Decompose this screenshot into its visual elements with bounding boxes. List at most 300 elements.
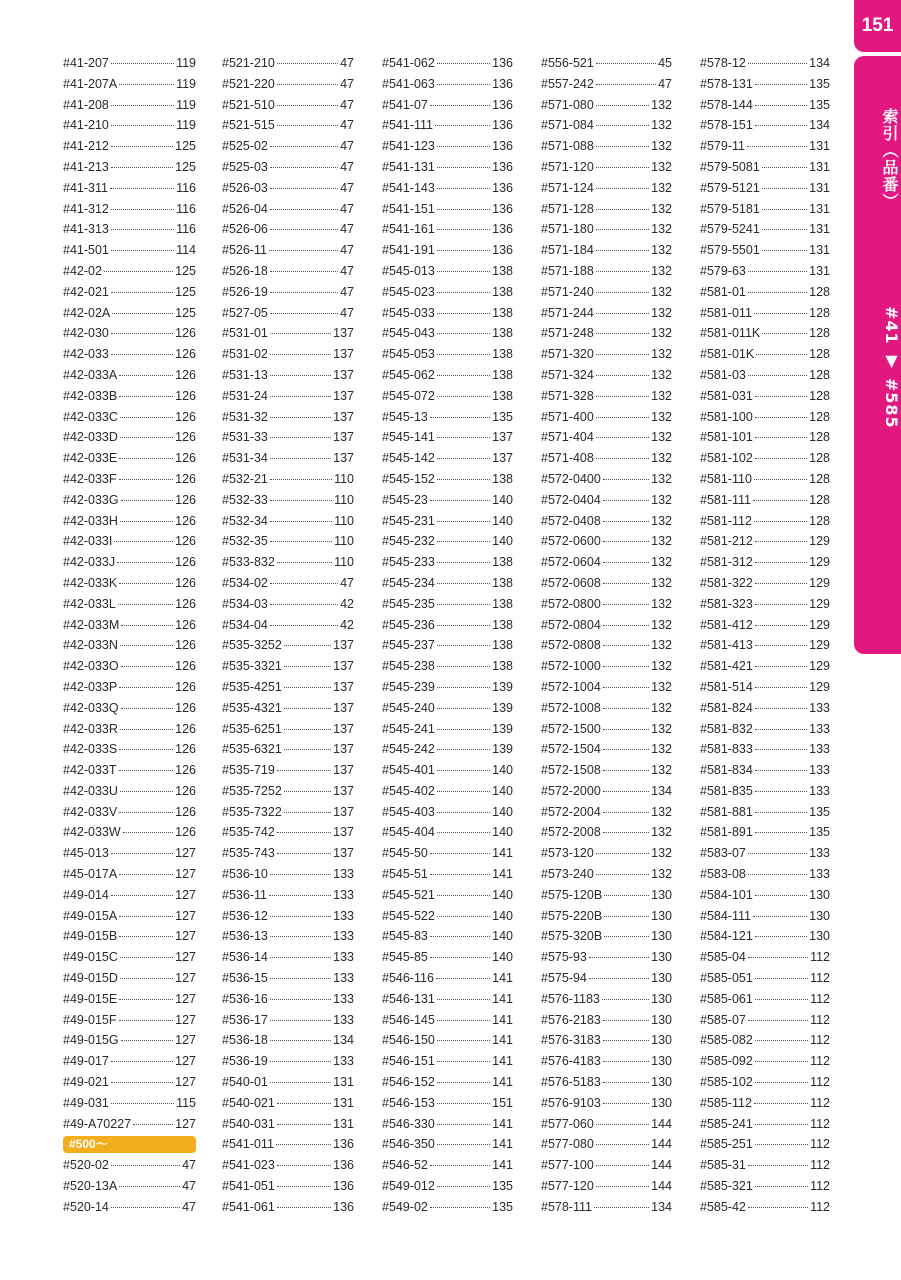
item-code: #545-51	[382, 867, 428, 882]
page-reference: 130	[651, 1095, 672, 1110]
page-reference: 129	[809, 555, 830, 570]
page-reference: 47	[340, 97, 354, 112]
page-reference: 134	[809, 118, 830, 133]
dot-leader	[755, 1082, 808, 1083]
item-code: #581-112	[700, 513, 752, 528]
item-code: #585-061	[700, 991, 753, 1006]
page-reference: 132	[651, 388, 672, 403]
item-code: #572-0808	[541, 638, 601, 653]
dot-leader	[762, 229, 807, 230]
item-code: #575-120B	[541, 887, 603, 902]
page-reference: 132	[651, 201, 672, 216]
item-code: #546-330	[382, 1116, 435, 1131]
page-reference: 110	[334, 471, 354, 486]
index-entry	[382, 1114, 513, 1135]
index-entry	[63, 760, 196, 781]
index-entry	[63, 1155, 196, 1176]
dot-leader	[755, 770, 807, 771]
page-reference: 132	[651, 513, 672, 528]
index-entry	[382, 739, 513, 760]
dot-leader	[120, 521, 173, 522]
item-code: #42-033I	[63, 534, 113, 549]
dot-leader	[284, 791, 331, 792]
dot-leader	[269, 895, 331, 896]
page-reference: 131	[333, 1095, 354, 1110]
item-code: #545-240	[382, 700, 435, 715]
page-reference: 139	[492, 700, 513, 715]
dot-leader	[748, 271, 807, 272]
item-code: #572-0600	[541, 534, 601, 549]
index-entry	[382, 802, 513, 823]
dot-leader	[437, 521, 490, 522]
index-entry	[222, 843, 354, 864]
dot-leader	[437, 250, 490, 251]
item-code: #42-033R	[63, 721, 118, 736]
page-reference: 134	[333, 1033, 354, 1048]
index-entry	[63, 240, 196, 261]
item-code: #571-320	[541, 347, 594, 362]
item-code: #581-322	[700, 575, 753, 590]
page-reference: 133	[809, 763, 830, 778]
index-entry	[700, 822, 830, 843]
index-entry	[541, 1093, 672, 1114]
page-reference: 138	[492, 575, 513, 590]
index-entry	[63, 469, 196, 490]
item-code: #527-05	[222, 305, 268, 320]
index-entry	[541, 469, 672, 490]
dot-leader	[277, 84, 338, 85]
item-code: #545-13	[382, 409, 428, 424]
item-code: #535-3252	[222, 638, 282, 653]
page-reference: 127	[175, 887, 196, 902]
item-code: #535-742	[222, 825, 275, 840]
dot-leader	[603, 583, 649, 584]
item-code: #585-112	[700, 1095, 752, 1110]
item-code: #578-151	[700, 118, 753, 133]
item-code: #575-220B	[541, 908, 603, 923]
index-entry	[63, 344, 196, 365]
dot-leader	[123, 832, 173, 833]
index-entry	[222, 531, 354, 552]
page-reference: 141	[492, 1075, 513, 1090]
dot-leader	[437, 541, 490, 542]
dot-leader	[111, 63, 174, 64]
page-reference: 132	[651, 679, 672, 694]
dot-leader	[603, 791, 649, 792]
dot-leader	[437, 437, 490, 438]
index-entry	[382, 968, 513, 989]
dot-leader	[284, 666, 331, 667]
item-code: #577-120	[541, 1179, 594, 1194]
page-reference: 136	[492, 243, 513, 258]
item-code: #545-522	[382, 908, 435, 923]
index-entry	[222, 448, 354, 469]
dot-leader	[437, 916, 490, 917]
page-reference: 137	[492, 451, 513, 466]
item-code: #585-082	[700, 1033, 753, 1048]
page-reference: 125	[175, 159, 196, 174]
item-code: #581-835	[700, 783, 753, 798]
page-reference: 127	[175, 971, 196, 986]
item-code: #41-207A	[63, 76, 118, 91]
page-reference: 136	[492, 56, 513, 70]
index-entry	[63, 407, 196, 428]
dot-leader	[270, 1082, 331, 1083]
page-reference: 129	[809, 679, 830, 694]
index-entry	[63, 95, 196, 116]
item-code: #572-2004	[541, 804, 601, 819]
item-code: #571-120	[541, 159, 594, 174]
item-code: #584-101	[700, 887, 753, 902]
item-code: #571-408	[541, 451, 594, 466]
page-reference: 138	[492, 388, 513, 403]
dot-leader	[277, 832, 331, 833]
page-reference: 128	[809, 492, 830, 507]
dot-leader	[269, 250, 338, 251]
dot-leader	[111, 250, 174, 251]
item-code: #581-834	[700, 763, 753, 778]
index-entry	[700, 739, 830, 760]
item-code: #571-088	[541, 139, 594, 154]
index-entry	[700, 261, 830, 282]
item-code: #545-236	[382, 617, 435, 632]
index-entry	[541, 74, 672, 95]
dot-leader	[110, 188, 174, 189]
item-code: #585-42	[700, 1199, 746, 1214]
page-reference: 47	[340, 118, 354, 133]
page-reference: 132	[651, 575, 672, 590]
item-code: #42-021	[63, 284, 109, 299]
dot-leader	[270, 1040, 331, 1041]
item-code: #575-93	[541, 950, 587, 965]
page-reference: 128	[809, 451, 830, 466]
dot-leader	[603, 625, 649, 626]
page-reference: 131	[809, 180, 830, 195]
item-code: #42-033S	[63, 742, 118, 757]
page-reference: 126	[175, 513, 196, 528]
dot-leader	[270, 583, 338, 584]
page-reference: 126	[175, 783, 196, 798]
dot-leader	[119, 936, 173, 937]
index-entry	[222, 1072, 354, 1093]
dot-leader	[755, 604, 807, 605]
page-reference: 139	[492, 721, 513, 736]
item-code: #581-824	[700, 700, 753, 715]
dot-leader	[755, 832, 807, 833]
dot-leader	[277, 770, 331, 771]
page-reference: 140	[492, 783, 513, 798]
dot-leader	[437, 458, 490, 459]
page-reference: 112	[810, 1012, 830, 1027]
item-code: #521-515	[222, 118, 275, 133]
page-reference: 47	[340, 263, 354, 278]
page-reference: 119	[176, 118, 196, 133]
dot-leader	[755, 1040, 808, 1041]
page-reference: 126	[175, 659, 196, 674]
item-code: #41-312	[63, 201, 109, 216]
item-code: #546-153	[382, 1095, 435, 1110]
page-reference: 132	[651, 617, 672, 632]
dot-leader	[596, 229, 649, 230]
item-code: #526-06	[222, 222, 268, 237]
index-entry	[382, 157, 513, 178]
item-code: #535-4251	[222, 679, 282, 694]
item-code: #41-311	[63, 180, 108, 195]
dot-leader	[604, 895, 649, 896]
dot-leader	[121, 666, 174, 667]
index-entry	[700, 615, 830, 636]
index-entry	[382, 427, 513, 448]
index-entry	[700, 1155, 830, 1176]
index-entry	[63, 989, 196, 1010]
dot-leader	[596, 417, 649, 418]
index-entry	[541, 947, 672, 968]
dot-leader	[437, 770, 490, 771]
item-code: #526-11	[222, 243, 267, 258]
page-reference: 129	[809, 575, 830, 590]
page-reference: 132	[651, 180, 672, 195]
page-reference: 133	[809, 783, 830, 798]
item-code: #572-0804	[541, 617, 601, 632]
item-code: #42-033T	[63, 763, 117, 778]
item-code: #549-012	[382, 1179, 435, 1194]
dot-leader	[437, 687, 490, 688]
page-reference: 132	[651, 638, 672, 653]
item-code: #571-328	[541, 388, 594, 403]
page-reference: 126	[175, 804, 196, 819]
page-number: 151	[854, 0, 901, 52]
index-entry	[700, 594, 830, 615]
page-reference: 125	[175, 139, 196, 154]
dot-leader	[111, 853, 173, 854]
page-reference: 133	[809, 742, 830, 757]
dot-leader	[603, 770, 649, 771]
item-code: #42-033A	[63, 367, 118, 382]
index-entry	[541, 199, 672, 220]
dot-leader	[603, 832, 649, 833]
index-entry	[382, 1197, 513, 1218]
page-reference: 130	[651, 991, 672, 1006]
page-reference: 119	[176, 76, 196, 91]
page-reference: 140	[492, 804, 513, 819]
page-reference: 112	[810, 1179, 830, 1194]
page-reference: 132	[651, 492, 672, 507]
dot-leader	[111, 105, 174, 106]
dot-leader	[603, 1103, 649, 1104]
dot-leader	[437, 999, 490, 1000]
item-code: #571-400	[541, 409, 594, 424]
index-entry	[382, 926, 513, 947]
dot-leader	[437, 666, 490, 667]
item-code: #545-062	[382, 367, 435, 382]
index-entry	[541, 386, 672, 407]
item-code: #571-184	[541, 243, 594, 258]
page-reference: 112	[810, 971, 830, 986]
dot-leader	[121, 1040, 174, 1041]
dot-leader	[748, 853, 807, 854]
page-reference: 129	[809, 659, 830, 674]
dot-leader	[753, 916, 807, 917]
item-code: #571-084	[541, 118, 594, 133]
page-reference: 141	[492, 867, 513, 882]
page-reference: 137	[492, 430, 513, 445]
index-entry	[63, 719, 196, 740]
item-code: #42-033E	[63, 451, 118, 466]
item-code: #545-521	[382, 887, 435, 902]
index-entry	[700, 864, 830, 885]
item-code: #49-015B	[63, 929, 118, 944]
dot-leader	[119, 749, 173, 750]
index-entry	[541, 448, 672, 469]
dot-leader	[596, 375, 649, 376]
index-entry	[382, 448, 513, 469]
index-entry	[222, 1114, 354, 1135]
page-reference: 126	[175, 825, 196, 840]
item-code: #545-23	[382, 492, 428, 507]
index-entry	[63, 261, 196, 282]
page-reference: 138	[492, 471, 513, 486]
dot-leader	[755, 687, 807, 688]
dot-leader	[755, 999, 808, 1000]
dot-leader	[284, 812, 331, 813]
page-reference: 141	[492, 1033, 513, 1048]
page-reference: 126	[175, 721, 196, 736]
index-entry	[222, 136, 354, 157]
index-entry	[382, 219, 513, 240]
item-code: #41-501	[63, 243, 109, 258]
dot-leader	[596, 292, 649, 293]
page-reference: 141	[492, 1116, 513, 1131]
dot-leader	[277, 1207, 331, 1208]
page-reference: 126	[175, 638, 196, 653]
item-code: #45-017A	[63, 867, 118, 882]
dot-leader	[596, 853, 649, 854]
page-reference: 136	[492, 97, 513, 112]
item-code: #581-881	[700, 804, 753, 819]
dot-leader	[121, 708, 174, 709]
index-entry	[63, 74, 196, 95]
dot-leader	[437, 146, 490, 147]
item-code: #42-033F	[63, 471, 117, 486]
dot-leader	[748, 1020, 808, 1021]
page-reference: 126	[175, 326, 196, 341]
dot-leader	[111, 333, 173, 334]
index-column-5	[700, 53, 830, 1218]
dot-leader	[437, 1020, 490, 1021]
item-code: #571-124	[541, 180, 594, 195]
item-code: #545-242	[382, 742, 435, 757]
index-entry	[382, 261, 513, 282]
item-code: #572-1504	[541, 742, 601, 757]
index-entry	[222, 386, 354, 407]
dot-leader	[430, 936, 490, 937]
dot-leader	[119, 999, 173, 1000]
item-code: #572-0408	[541, 513, 601, 528]
item-code: #545-241	[382, 721, 435, 736]
dot-leader	[755, 645, 807, 646]
page-reference: 126	[175, 617, 196, 632]
page-reference: 140	[492, 492, 513, 507]
item-code: #576-3183	[541, 1033, 601, 1048]
item-code: #541-07	[382, 97, 428, 112]
dot-leader	[277, 853, 331, 854]
dot-leader	[276, 1144, 331, 1145]
page-reference: 112	[810, 991, 830, 1006]
page-reference: 127	[175, 867, 196, 882]
dot-leader	[437, 749, 490, 750]
page-reference: 137	[333, 846, 354, 861]
index-entry	[382, 386, 513, 407]
index-entry	[382, 698, 513, 719]
page-reference: 132	[651, 263, 672, 278]
index-entry	[222, 344, 354, 365]
dot-leader	[437, 1124, 490, 1125]
item-code: #571-080	[541, 97, 594, 112]
index-column-2	[222, 53, 354, 1218]
dot-leader	[437, 271, 490, 272]
page-reference: 45	[658, 56, 672, 70]
dot-leader	[756, 354, 807, 355]
index-entry	[541, 427, 672, 448]
item-code: #545-072	[382, 388, 435, 403]
item-code: #536-10	[222, 867, 268, 882]
index-entry	[541, 157, 672, 178]
item-code: #531-34	[222, 451, 268, 466]
dot-leader	[437, 333, 490, 334]
page-reference: 132	[651, 284, 672, 299]
dot-leader	[604, 936, 649, 937]
page-reference: 132	[651, 409, 672, 424]
dot-leader	[603, 1061, 649, 1062]
dot-leader	[762, 250, 807, 251]
index-entry	[63, 573, 196, 594]
section-header: #500～	[63, 1136, 196, 1153]
index-entry	[222, 1155, 354, 1176]
index-entry	[63, 864, 196, 885]
index-entry	[541, 968, 672, 989]
page-reference: 136	[333, 1158, 354, 1173]
dot-leader	[270, 417, 331, 418]
dot-leader	[437, 1103, 490, 1104]
item-code: #557-242	[541, 76, 594, 91]
item-code: #536-16	[222, 991, 268, 1006]
index-entry	[382, 1093, 513, 1114]
index-entry	[700, 344, 830, 365]
page-reference: 138	[492, 284, 513, 299]
index-entry	[63, 490, 196, 511]
item-code: #571-240	[541, 284, 594, 299]
page-reference: 112	[810, 1075, 830, 1090]
item-code: #572-0604	[541, 555, 601, 570]
index-entry	[222, 1134, 354, 1155]
page-reference: 141	[492, 971, 513, 986]
item-code: #534-02	[222, 575, 268, 590]
index-entry	[63, 739, 196, 760]
index-entry	[541, 781, 672, 802]
index-entry	[382, 531, 513, 552]
dot-leader	[603, 604, 649, 605]
index-entry	[222, 552, 354, 573]
page-reference: 133	[333, 908, 354, 923]
item-code: #581-891	[700, 825, 753, 840]
dot-leader	[437, 292, 490, 293]
page-reference: 138	[492, 305, 513, 320]
page-reference: 133	[333, 867, 354, 882]
dot-leader	[437, 708, 490, 709]
dot-leader	[603, 645, 649, 646]
dot-leader	[596, 125, 649, 126]
page-reference: 137	[333, 804, 354, 819]
